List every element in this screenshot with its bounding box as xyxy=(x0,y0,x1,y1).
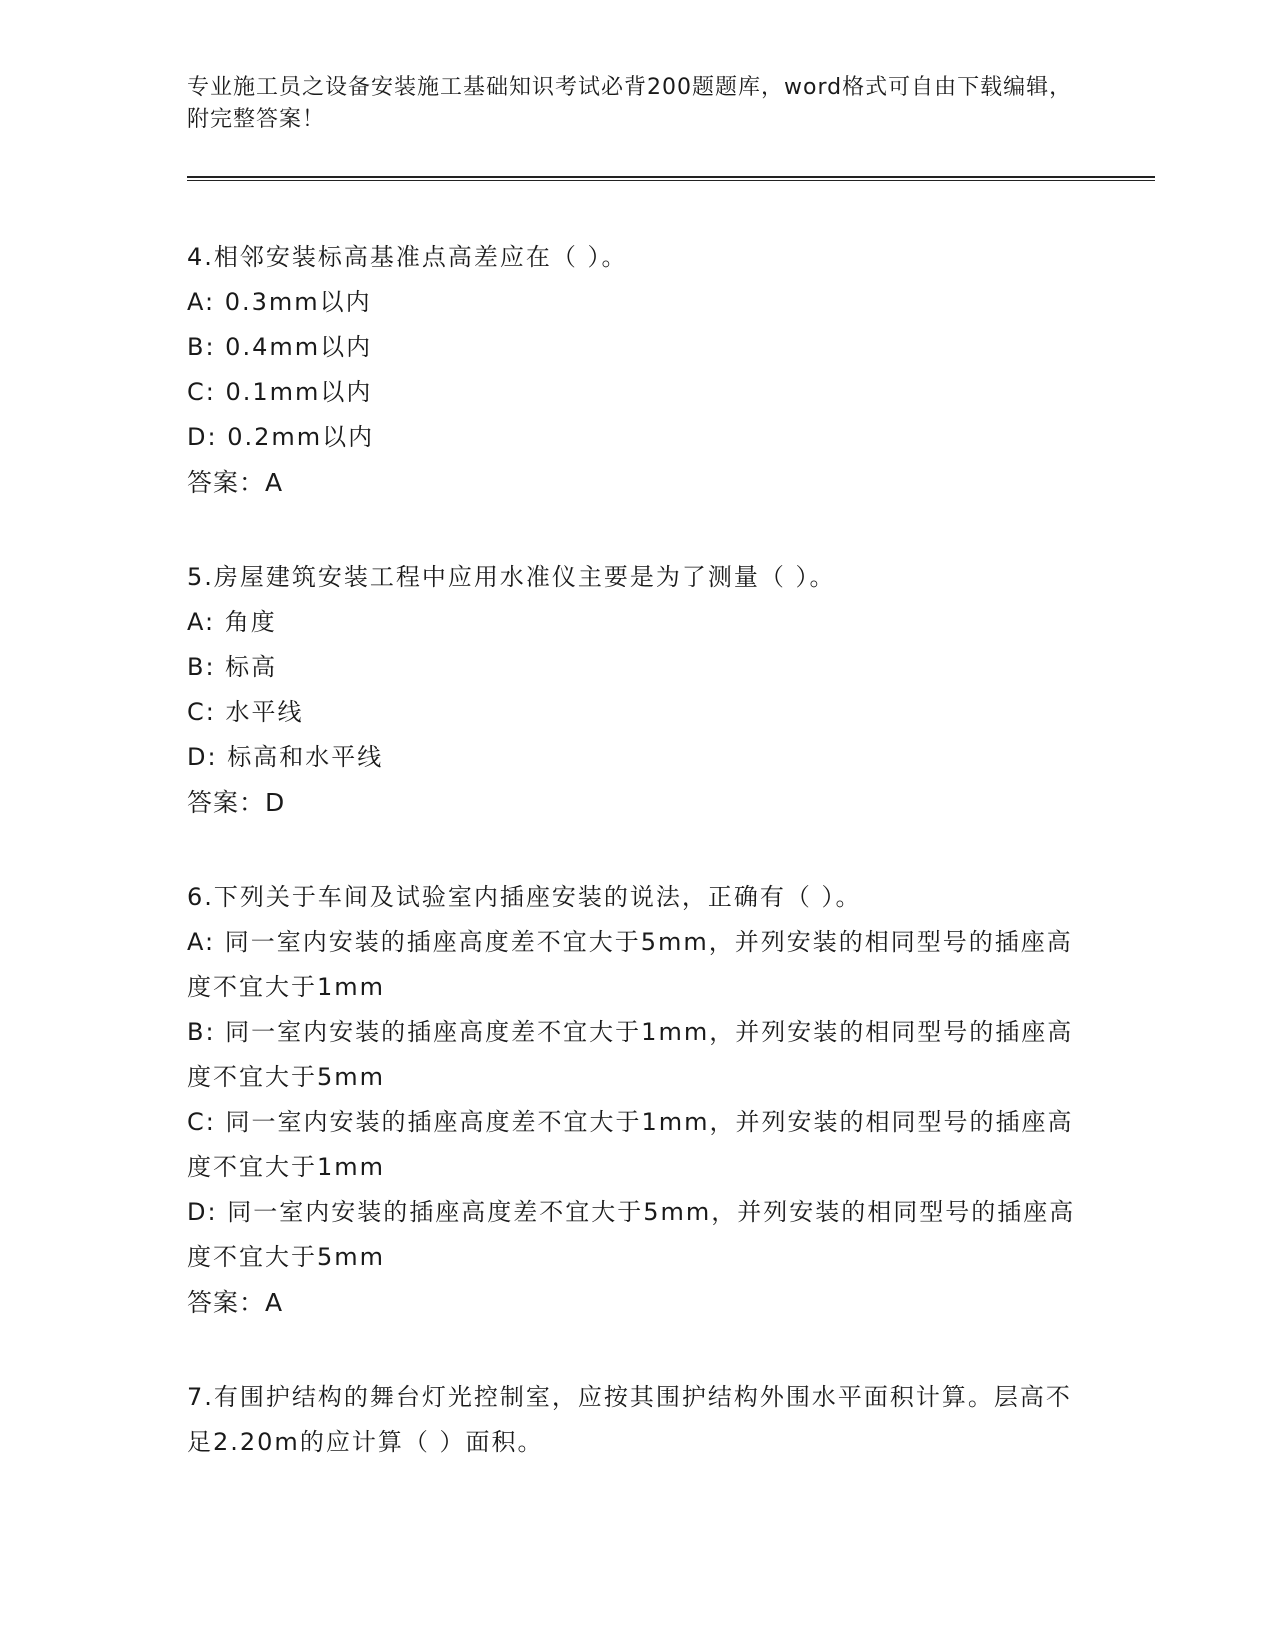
question-4 xyxy=(187,235,1087,505)
question-stem: 7.有围护结构的舞台灯光控制室，应按其围护结构外围水平面积计算。层高不足2.20m的应计算（ ）面积。 xyxy=(187,1383,1072,1456)
option-c: C: 水平线 xyxy=(187,698,304,726)
question-stem: 4.相邻安装标高基准点高差应在（ ）。 xyxy=(187,243,628,271)
option-b: B: 0.4mm以内 xyxy=(187,333,373,361)
question-list xyxy=(187,235,1087,1515)
answer-text: 答案：A xyxy=(187,1288,284,1317)
question-6 xyxy=(187,875,1087,1325)
document-header xyxy=(187,72,1087,136)
document-title: 专业施工员之设备安装施工基础知识考试必背200题题库，word格式可自由下载编辑，附完整答案！ xyxy=(187,75,1073,132)
option-a: A: 0.3mm以内 xyxy=(187,288,372,316)
option-d: D: 标高和水平线 xyxy=(187,743,384,771)
option-d: D: 0.2mm以内 xyxy=(187,423,375,451)
question-stem: 5.房屋建筑安装工程中应用水准仪主要是为了测量（ ）。 xyxy=(187,563,836,591)
option-d: D: 同一室内安装的插座高度差不宜大于5mm，并列安装的相同型号的插座高度不宜大于5mm xyxy=(187,1198,1076,1271)
question-stem: 6.下列关于车间及试验室内插座安装的说法，正确有（ ）。 xyxy=(187,883,862,911)
question-7 xyxy=(187,1375,1087,1465)
answer-text: 答案：A xyxy=(187,468,284,497)
option-b: B: 标高 xyxy=(187,653,278,681)
option-c: C: 0.1mm以内 xyxy=(187,378,373,406)
option-a: A: 角度 xyxy=(187,608,277,636)
option-b: B: 同一室内安装的插座高度差不宜大于1mm，并列安装的相同型号的插座高度不宜大于5mm xyxy=(187,1018,1074,1091)
option-c: C: 同一室内安装的插座高度差不宜大于1mm，并列安装的相同型号的插座高度不宜大于1mm xyxy=(187,1108,1074,1181)
option-a: A: 同一室内安装的插座高度差不宜大于5mm，并列安装的相同型号的插座高度不宜大于1mm xyxy=(187,928,1073,1001)
header-divider xyxy=(187,176,1155,181)
answer-text: 答案：D xyxy=(187,788,286,817)
question-5 xyxy=(187,555,1087,825)
